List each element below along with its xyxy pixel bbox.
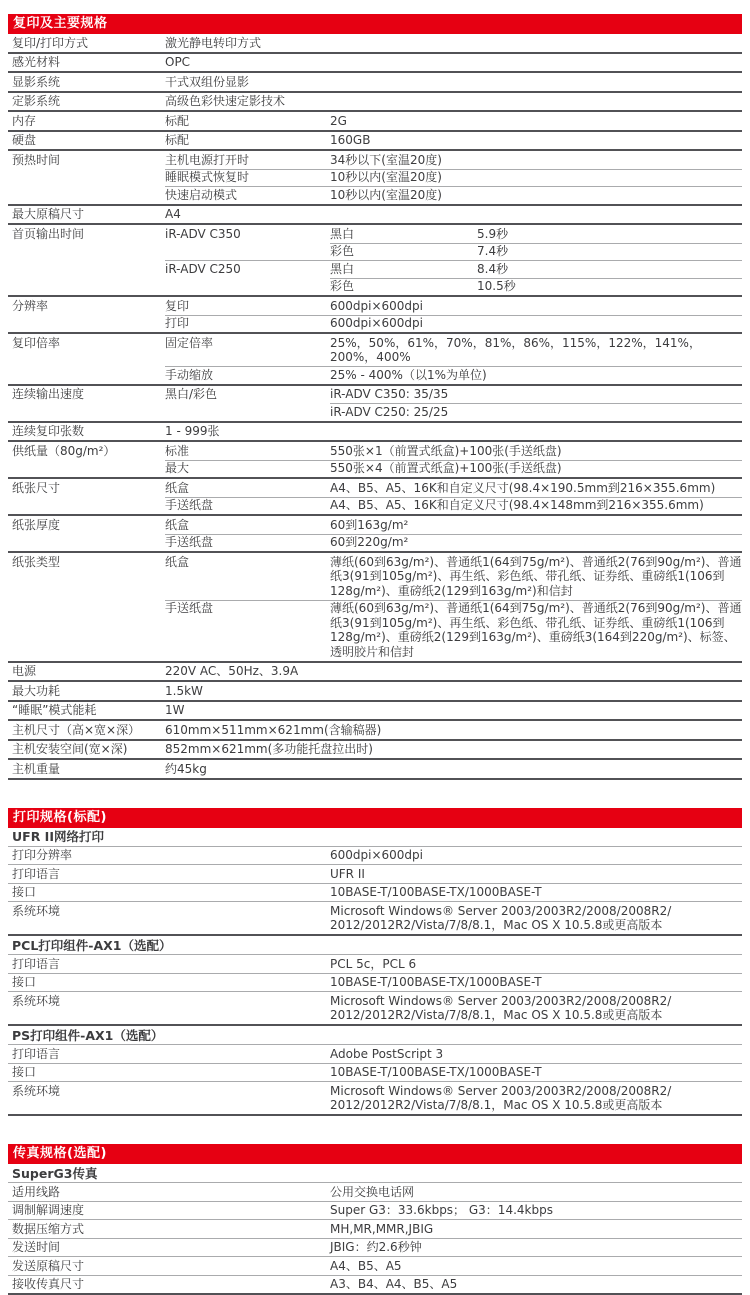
spec-label: 纸张厚度 bbox=[8, 518, 165, 533]
spec-label: 主机安装空间(宽×深) bbox=[8, 742, 165, 757]
spec-row bbox=[8, 278, 742, 296]
spec-row bbox=[8, 1275, 742, 1295]
spec-value: 10BASE-T/100BASE-TX/1000BASE-T bbox=[330, 1065, 742, 1080]
spec-row bbox=[8, 514, 742, 534]
spec-value-line: 2012/2012R2/Vista/7/8/8.1，Mac OS X 10.5.8或更高版本 bbox=[330, 1008, 742, 1023]
spec-value: 10.5秒 bbox=[477, 279, 742, 294]
spec-value-line: Microsoft Windows® Server 2003/2003R2/2008/2008R2/ bbox=[330, 904, 742, 919]
spec-label: 调制解调速度 bbox=[8, 1203, 330, 1218]
spec-row bbox=[8, 661, 742, 681]
subsection-row bbox=[8, 828, 742, 846]
subsection-row bbox=[8, 1164, 742, 1182]
spec-value: 固定倍率 bbox=[165, 336, 330, 365]
spec-label: 连续复印张数 bbox=[8, 424, 165, 439]
spec-value: 600dpi×600dpi bbox=[330, 316, 742, 331]
spec-row bbox=[8, 223, 742, 243]
spec-value: 黑白/彩色 bbox=[165, 387, 330, 402]
spec-value: 彩色 bbox=[330, 279, 477, 294]
spec-label: 首页输出时间 bbox=[8, 227, 165, 242]
spec-label: 定影系统 bbox=[8, 94, 165, 109]
spec-value: 7.4秒 bbox=[477, 244, 742, 259]
spec-value-line: Microsoft Windows® Server 2003/2003R2/2008/2008R2/ bbox=[330, 994, 742, 1009]
spec-row bbox=[8, 846, 742, 865]
spec-value: 220V AC、50Hz、3.9A bbox=[165, 664, 742, 679]
spec-value: 610mm×511mm×621mm(含输稿器) bbox=[165, 723, 742, 738]
spec-label: 打印分辨率 bbox=[8, 848, 330, 863]
spec-row bbox=[8, 1063, 742, 1082]
spec-value: 纸盒 bbox=[165, 518, 330, 533]
spec-label: 硬盘 bbox=[8, 133, 165, 148]
spec-row bbox=[8, 1219, 742, 1238]
spec-label: 主机重量 bbox=[8, 762, 165, 777]
spec-row bbox=[8, 973, 742, 992]
section-header: 打印规格(标配) bbox=[8, 808, 742, 828]
spec-value: 标配 bbox=[165, 133, 330, 148]
spec-label: 发送原稿尺寸 bbox=[8, 1259, 330, 1274]
spec-value: 600dpi×600dpi bbox=[330, 299, 742, 314]
spec-value: 主机电源打开时 bbox=[165, 153, 330, 168]
spec-value: iR-ADV C250 bbox=[165, 262, 330, 277]
spec-label: 发送时间 bbox=[8, 1240, 330, 1255]
spec-row bbox=[8, 149, 742, 169]
spec-row bbox=[8, 1201, 742, 1220]
spec-row bbox=[8, 34, 742, 52]
spec-label: 接口 bbox=[8, 975, 330, 990]
spec-label: 纸张尺寸 bbox=[8, 481, 165, 496]
spec-value: 公用交换电话网 bbox=[330, 1185, 742, 1200]
spec-row bbox=[8, 991, 742, 1024]
spec-section-2 bbox=[8, 808, 742, 1117]
spec-row bbox=[8, 315, 742, 333]
spec-row bbox=[8, 534, 742, 552]
spec-value: 睡眠模式恢复时 bbox=[165, 170, 330, 185]
spec-value: A4、B5、A5、16K和自定义尺寸(98.4×190.5mm到216×355.6mm) bbox=[330, 481, 742, 496]
spec-value: 2G bbox=[330, 114, 742, 129]
spec-value: 黑白 bbox=[330, 262, 477, 277]
spec-value: 手送纸盘 bbox=[165, 601, 330, 659]
spec-label: 分辨率 bbox=[8, 299, 165, 314]
spec-value: PCL 5c，PCL 6 bbox=[330, 957, 742, 972]
spec-value: iR-ADV C350: 35/35 bbox=[330, 387, 742, 402]
spec-value: 550张×4（前置式纸盒)+100张(手送纸盘) bbox=[330, 461, 742, 476]
spec-value: Adobe PostScript 3 bbox=[330, 1047, 742, 1062]
spec-value: 10秒以内(室温20度) bbox=[330, 170, 742, 185]
spec-label: 接收传真尺寸 bbox=[8, 1277, 330, 1292]
spec-value-line: 2012/2012R2/Vista/7/8/8.1，Mac OS X 10.5.8或更高版本 bbox=[330, 918, 742, 933]
spec-label: 最大原稿尺寸 bbox=[8, 207, 165, 222]
spec-label: 电源 bbox=[8, 664, 165, 679]
spec-row bbox=[8, 71, 742, 91]
spec-label: 复印倍率 bbox=[8, 336, 165, 365]
spec-label: 最大功耗 bbox=[8, 684, 165, 699]
spec-value: 550张×1（前置式纸盒)+100张(手送纸盘) bbox=[330, 444, 742, 459]
spec-row bbox=[8, 719, 742, 739]
spec-row bbox=[8, 110, 742, 130]
spec-label: 显影系统 bbox=[8, 75, 165, 90]
spec-value: Super G3：33.6kbps； G3：14.4kbps bbox=[330, 1203, 742, 1218]
spec-row bbox=[8, 739, 742, 759]
spec-value: 1W bbox=[165, 703, 742, 718]
spec-value: 复印 bbox=[165, 299, 330, 314]
subsection-title: UFR II网络打印 bbox=[8, 829, 742, 844]
spec-value: 1 - 999张 bbox=[165, 424, 742, 439]
spec-value: 约45kg bbox=[165, 762, 742, 777]
spec-label: 数据压缩方式 bbox=[8, 1222, 330, 1237]
spec-value: 快速启动模式 bbox=[165, 188, 330, 203]
spec-label: 主机尺寸（高×宽×深） bbox=[8, 723, 165, 738]
spec-value: A4 bbox=[165, 207, 742, 222]
spec-label: 复印/打印方式 bbox=[8, 36, 165, 51]
spec-value: A3、B4、A4、B5、A5 bbox=[330, 1277, 742, 1292]
spec-row bbox=[8, 1044, 742, 1063]
spec-row bbox=[8, 260, 742, 278]
spec-value: UFR II bbox=[330, 867, 742, 882]
spec-label: 系统环境 bbox=[8, 994, 330, 1023]
spec-row bbox=[8, 384, 742, 404]
spec-value: 1.5kW bbox=[165, 684, 742, 699]
spec-value: 5.9秒 bbox=[477, 227, 742, 242]
spec-value-line: Microsoft Windows® Server 2003/2003R2/2008/2008R2/ bbox=[330, 1084, 742, 1099]
spec-value: iR-ADV C250: 25/25 bbox=[330, 405, 742, 420]
spec-section-1 bbox=[8, 14, 742, 780]
spec-row bbox=[8, 332, 742, 366]
spec-label: 连续输出速度 bbox=[8, 387, 165, 402]
spec-section-3 bbox=[8, 1144, 742, 1295]
spec-row bbox=[8, 477, 742, 497]
spec-value bbox=[330, 994, 742, 1023]
spec-label: 打印语言 bbox=[8, 1047, 330, 1062]
spec-row bbox=[8, 497, 742, 515]
spec-row bbox=[8, 1238, 742, 1257]
spec-value: 标配 bbox=[165, 114, 330, 129]
spec-value: 手动缩放 bbox=[165, 368, 330, 383]
spec-row bbox=[8, 1256, 742, 1275]
spec-row bbox=[8, 204, 742, 224]
spec-row bbox=[8, 680, 742, 700]
spec-value: 852mm×621mm(多功能托盘拉出时) bbox=[165, 742, 742, 757]
spec-value bbox=[330, 904, 742, 933]
spec-label: 供纸量（80g/m²） bbox=[8, 444, 165, 459]
spec-label: 预热时间 bbox=[8, 153, 165, 168]
spec-value: OPC bbox=[165, 55, 742, 70]
spec-row bbox=[8, 186, 742, 204]
subsection-row bbox=[8, 1024, 742, 1044]
spec-row bbox=[8, 130, 742, 150]
spec-label: 纸张类型 bbox=[8, 555, 165, 599]
spec-value: 干式双组份显影 bbox=[165, 75, 742, 90]
spec-row bbox=[8, 758, 742, 780]
spec-row bbox=[8, 366, 742, 384]
spec-value: 8.4秒 bbox=[477, 262, 742, 277]
spec-row bbox=[8, 864, 742, 883]
spec-value: 160GB bbox=[330, 133, 742, 148]
spec-value: 打印 bbox=[165, 316, 330, 331]
spec-value: 10BASE-T/100BASE-TX/1000BASE-T bbox=[330, 975, 742, 990]
section-header: 复印及主要规格 bbox=[8, 14, 742, 34]
spec-label: 适用线路 bbox=[8, 1185, 330, 1200]
spec-label: “睡眠”模式能耗 bbox=[8, 703, 165, 718]
spec-value: MH,MR,MMR,JBIG bbox=[330, 1222, 742, 1237]
spec-label: 接口 bbox=[8, 885, 330, 900]
spec-value: 最大 bbox=[165, 461, 330, 476]
subsection-title: PS打印组件-AX1（选配） bbox=[8, 1028, 742, 1043]
section-header: 传真规格(选配) bbox=[8, 1144, 742, 1164]
spec-row bbox=[8, 91, 742, 111]
spec-row bbox=[8, 901, 742, 934]
subsection-row bbox=[8, 934, 742, 954]
spec-value: iR-ADV C350 bbox=[165, 227, 330, 242]
spec-row bbox=[8, 1182, 742, 1201]
spec-value: 黑白 bbox=[330, 227, 477, 242]
spec-row bbox=[8, 460, 742, 478]
spec-label: 接口 bbox=[8, 1065, 330, 1080]
spec-value: 25%，50%，61%，70%，81%，86%，115%，122%，141%，200%，400% bbox=[330, 336, 742, 365]
spec-value: 纸盒 bbox=[165, 481, 330, 496]
spec-label: 内存 bbox=[8, 114, 165, 129]
spec-value: A4、B5、A5 bbox=[330, 1259, 742, 1274]
spec-value: 手送纸盘 bbox=[165, 498, 330, 513]
spec-row bbox=[8, 551, 742, 600]
spec-value: 60到220g/m² bbox=[330, 535, 742, 550]
spec-row bbox=[8, 883, 742, 902]
spec-value: 高级色彩快速定影技术 bbox=[165, 94, 742, 109]
spec-row bbox=[8, 169, 742, 187]
spec-value: 10秒以内(室温20度) bbox=[330, 188, 742, 203]
spec-value: 标准 bbox=[165, 444, 330, 459]
spec-row bbox=[8, 700, 742, 720]
spec-row bbox=[8, 295, 742, 315]
spec-value-line: 2012/2012R2/Vista/7/8/8.1，Mac OS X 10.5.8或更高版本 bbox=[330, 1098, 742, 1113]
spec-row bbox=[8, 600, 742, 661]
spec-value: A4、B5、A5、16K和自定义尺寸(98.4×148mm到216×355.6mm) bbox=[330, 498, 742, 513]
spec-value: 10BASE-T/100BASE-TX/1000BASE-T bbox=[330, 885, 742, 900]
spec-value: 60到163g/m² bbox=[330, 518, 742, 533]
subsection-title: SuperG3传真 bbox=[8, 1166, 742, 1181]
spec-row bbox=[8, 403, 742, 421]
spec-value: 25% - 400%（以1%为单位) bbox=[330, 368, 742, 383]
spec-label: 打印语言 bbox=[8, 957, 330, 972]
spec-value bbox=[330, 1084, 742, 1113]
spec-value: 600dpi×600dpi bbox=[330, 848, 742, 863]
spec-row bbox=[8, 52, 742, 72]
spec-value: 34秒以下(室温20度) bbox=[330, 153, 742, 168]
spec-value: JBIG：约2.6秒钟 bbox=[330, 1240, 742, 1255]
subsection-title: PCL打印组件-AX1（选配） bbox=[8, 938, 742, 953]
spec-label: 感光材料 bbox=[8, 55, 165, 70]
spec-row bbox=[8, 954, 742, 973]
spec-value: 激光静电转印方式 bbox=[165, 36, 742, 51]
spec-row bbox=[8, 421, 742, 441]
spec-label: 系统环境 bbox=[8, 904, 330, 933]
spec-value: 薄纸(60到63g/m²)、普通纸1(64到75g/m²)、普通纸2(76到90g/m²)、普通纸3(91到105g/m²)、再生纸、彩色纸、带孔纸、证券纸、重磅纸1(106到128g/m²)、重磅纸2(129到163g/m²)和信封 bbox=[330, 555, 742, 599]
spec-value: 纸盒 bbox=[165, 555, 330, 599]
spec-value: 手送纸盘 bbox=[165, 535, 330, 550]
spec-label: 打印语言 bbox=[8, 867, 330, 882]
spec-row bbox=[8, 1081, 742, 1116]
spec-value: 彩色 bbox=[330, 244, 477, 259]
spec-value: 薄纸(60到63g/m²)、普通纸1(64到75g/m²)、普通纸2(76到90g/m²)、普通纸3(91到105g/m²)、再生纸、彩色纸、带孔纸、证券纸、重磅纸1(106到128g/m²)、重磅纸2(129到163g/m²)、重磅纸3(164到220g/m²)、标签、透明胶片和信封 bbox=[330, 601, 742, 659]
spec-row bbox=[8, 440, 742, 460]
spec-row bbox=[8, 243, 742, 261]
spec-label: 系统环境 bbox=[8, 1084, 330, 1113]
